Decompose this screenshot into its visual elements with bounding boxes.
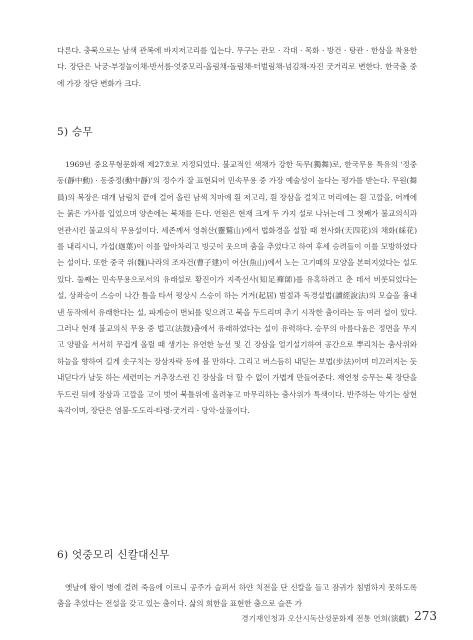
section-heading-seungmu: 5) 승무	[57, 126, 93, 138]
page-number: 273	[414, 609, 437, 623]
intro-paragraph-text: 다른다. 충북으로는 남색 관복에 바지저고리를 입는다. 무구는 관모 · 각대 · 목화 · 방건 · 탕관 · 한삼을 착용한다. 장단은 낙궁-부정놀이채-반서름-엇중모리-올림채-돌림채-터벌림채-넘김채-자진 굿거리로 변한다. 한국춤 중에 가장 장단 변화가 크다.	[57, 46, 417, 88]
seungmu-paragraph	[57, 157, 417, 420]
seungmu-paragraph-text: 1969년 중요무형문화재 제27호로 지정되었다. 불교적인 색채가 강한 독무(獨舞)로, 한국무용 특유의 '정중동(靜中動) · 동중정(動中靜)'의 정수가 잘 표현되어 민속무용 중 가장 예술성이 높다는 평가를 받는다. 무원(舞員)의 복장은 대개 남림치 끝에 걸어 올린 남색 치마에 흰 저고리, 흰 장삼을 걸치고 머리에는 흰 고깔을, 어깨에는 붉은 가사를 입었으며 양손에는 북채를 든다. 연원은 현재 크게 두 가지 설로 나뉘는데 그 첫째가 불교의식과 연관시킨 불교의식 무용설이다. 세존께서 영취산(靈鷲山)에서 법화경을 설할 때 천사화(天四花)의 채화(綵花)를 내리시니, 가섭(迦葉)이 이를 알아차리고 빙긋이 웃으며 춤을 추었다고 하여 후세 승려들이 이를 모방하였다는 설이다. 또한 중국 위(魏)나라의 조자건(曹子建)이 어산(魚山)에서 노는 고기떼의 모양을 본떠지었다는 설도 있다. 둘째는 민속무용으로서의 유래설로 황진이가 지족선사(知足禪師)를 유혹하려고 춘 데서 비롯되었다는 설, 상좌승이 스승이 나간 틈을 타서 평상시 스승이 하는 거겨(起居) 범절과 독경설법(讀經說法)의 모습을 흉내 낸 동작에서 유래한다는 설, 파계승이 번뇌를 잊으려고 북을 두드리며 추기 시작한 춤이라는 등 여러 설이 있다. 그러나 현재 불교의식 무용 중 법고(法鼓)춤에서 유래하였다는 설이 유력하다. 승무의 아름다움은 정면을 무지고 양팔을 서서히 무겁게 올릴 때 생기는 유연한 능선 및 긴 장삼을 얼기설기하여 공간으로 뿌리치는 춤사위와 하늘을 향하여 길게 솟구치는 장삼자락 등에 볼 만하다. 그리고 버스듬히 내딛는 보법(步法)이며 미끄러지는 듯 내딛다가 날듯 하는 세련미는 거추장스런 긴 장삼을 더 할 수 없이 가볍게 만들어준다. 재연청 승무는 북 장단을 두드린 뒤에 장삼과 고깔을 고이 벗어 북틀위에 올려놓고 마무리하는 춤사위가 특색이다. 반주하는 악기는 삼현육각이며, 장단은 염불-도도리-타령-굿거리 · 당악-살풀이다.	[57, 160, 417, 416]
intro-paragraph	[57, 43, 417, 92]
sinkal-paragraph-text: 옛날에 왕이 병에 걸려 죽음에 이르니 공주가 슬퍼서 하얀 치전을 단 신칼을 들고 잠귀가 침범하지 못하도록 춤을 추었다는 전설을 갖고 있는 춤이다. 삶의 희한을 표현한 춤으로 슬픈 가	[57, 583, 417, 609]
sinkal-paragraph	[57, 580, 417, 613]
section-heading-sinkal-daesinmu: 6) 엇중모리 신칼대신무	[57, 549, 170, 561]
book-title: 경기재인청과 오산시독산성문화제 전통 연희(演戱)	[241, 614, 409, 623]
